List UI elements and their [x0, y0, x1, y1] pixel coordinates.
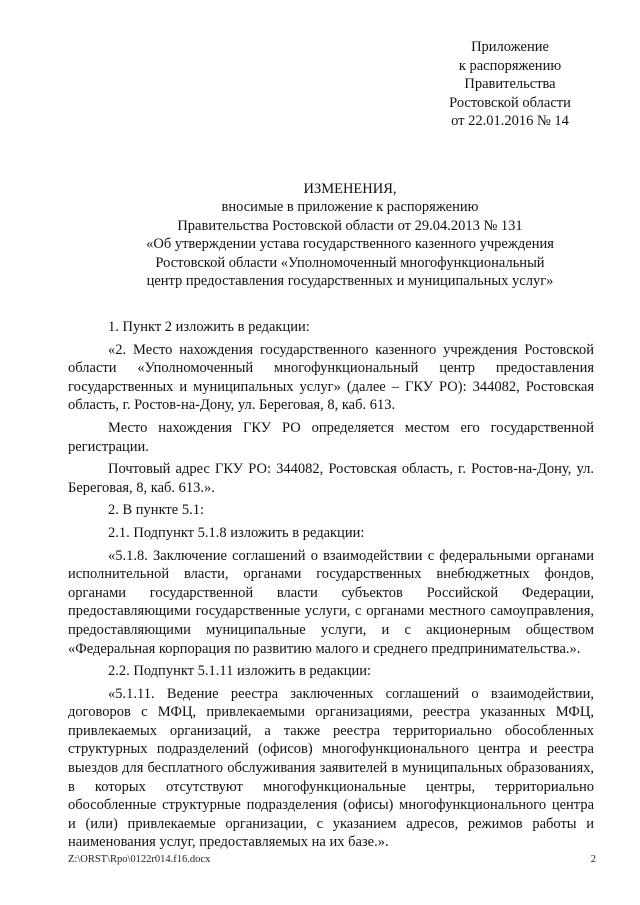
- paragraph: 2. В пункте 5.1:: [108, 502, 204, 519]
- title-line: Правительства Ростовской области от 29.04.2013 № 131: [177, 217, 523, 234]
- title-heading: ИЗМЕНЕНИЯ,: [303, 181, 397, 197]
- paragraph: 1. Пункт 2 изложить в редакции:: [108, 319, 310, 335]
- appendix-line: к распоряжению: [458, 57, 562, 74]
- changes-title: [60, 180, 640, 290]
- appendix-header: [400, 38, 620, 131]
- paragraph: «5.1.11. Ведение реестра заключенных соглашений о взаимодействии, договоров с МФЦ, привлекаемыми организациями, реестра указанных МФЦ, привлекаемых организаций, а также реестра территориально обособленных структурных подразделений (офисов) многофункционального центра и реестра выездов для бесплатного обслуживания заявителей в муниципальных образованиях, в которых отсутствуют многофункциональные центры, территориально обособленные структурные подразделения (офисы) многофункционального центра и (или) привлекаемые организации, с указанием адресов, режимов работы и наименования услуг, предоставляемых на их базе.».: [68, 685, 594, 851]
- document-body: [68, 318, 594, 856]
- page-number: 2: [590, 854, 596, 865]
- paragraph: 2.1. Подпункт 5.1.8 изложить в редакции:: [108, 524, 365, 541]
- appendix-line: Правительства: [464, 76, 556, 93]
- title-line: «Об утверждении устава государственного казенного учреждения: [146, 236, 554, 253]
- paragraph: 2.2. Подпункт 5.1.11 изложить в редакции:: [108, 663, 372, 680]
- paragraph: «2. Место нахождения государственного казенного учреждения Ростовской области «Уполномоченный многофункциональный центр предоставления государственных и муниципальных услуг» (далее – ГКУ РО): 344082, Ростовская область, г. Ростов-на-Дону, ул. Береговая, 8, каб. 613.: [68, 341, 594, 414]
- paragraph: Место нахождения ГКУ РО определяется местом его государственной регистрации.: [68, 419, 594, 455]
- appendix-line: Ростовской области: [449, 94, 571, 111]
- paragraph: «5.1.8. Заключение соглашений о взаимодействии с федеральными органами исполнительной власти, органами государственных внебюджетных фондов, органами государственной власти субъектов Российской Федерации, предоставляющими государственные услуги, с органами местного самоуправления, предоставляющими муниципальные услуги, и с акционерным обществом «Федеральная корпорация по развитию малого и среднего предпринимательства.».: [68, 547, 594, 657]
- footer-file-path: Z:\ORST\Rpo\0122r014.f16.docx: [68, 854, 211, 865]
- appendix-line: Приложение: [471, 39, 549, 55]
- title-line: Ростовской области «Уполномоченный многофункциональный: [155, 254, 545, 271]
- paragraph: Почтовый адрес ГКУ РО: 344082, Ростовская область, г. Ростов-на-Дону, ул. Береговая, 8, каб. 613.».: [68, 461, 594, 496]
- title-line: вносимые в приложение к распоряжению: [221, 199, 479, 216]
- appendix-line: от 22.01.2016 № 14: [451, 113, 569, 130]
- title-line: центр предоставления государственных и муниципальных услуг»: [146, 273, 554, 290]
